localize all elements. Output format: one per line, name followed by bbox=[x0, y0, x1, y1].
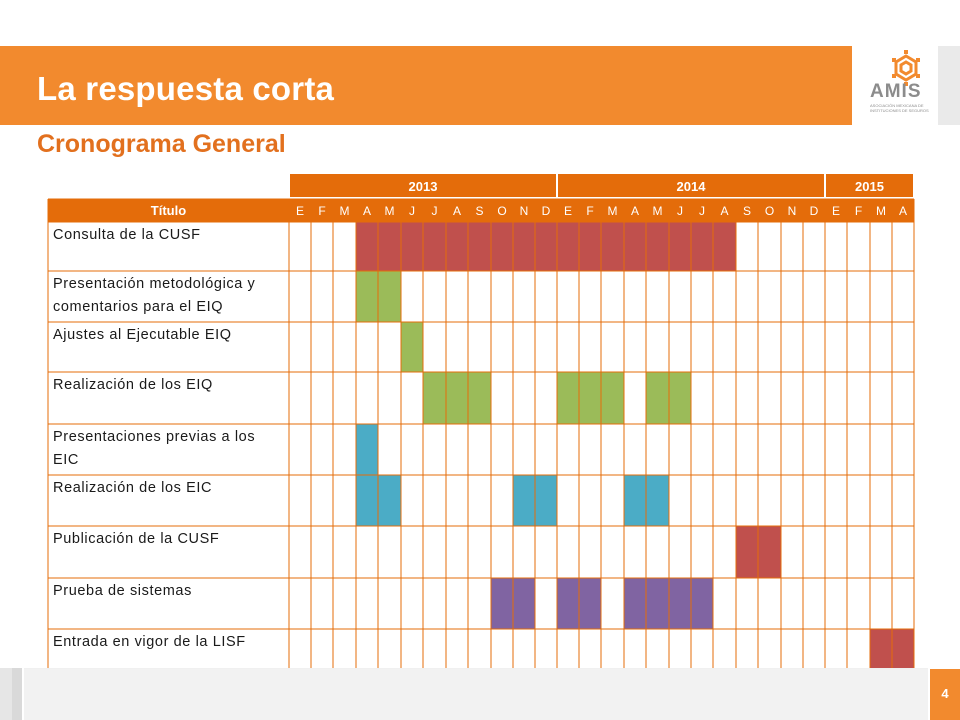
gantt-bar-cell bbox=[513, 222, 535, 271]
footer-accent-left-inner bbox=[12, 668, 22, 720]
logo-wordmark: AMIS bbox=[870, 81, 922, 102]
gantt-bar-cell bbox=[378, 222, 401, 271]
task-title: Consulta de la CUSF bbox=[53, 227, 201, 243]
gantt-bar-cell bbox=[669, 578, 691, 629]
page-number: 4 bbox=[941, 686, 949, 701]
year-label: 2013 bbox=[408, 179, 438, 194]
month-label: A bbox=[452, 204, 462, 218]
gantt-bar-cell bbox=[401, 322, 423, 372]
year-label: 2014 bbox=[676, 179, 706, 194]
month-label: O bbox=[764, 204, 775, 218]
gantt-bar-cell bbox=[579, 222, 601, 271]
task-title: Presentación metodológica y bbox=[53, 276, 256, 292]
task-title: Ajustes al Ejecutable EIQ bbox=[53, 327, 232, 343]
task-title: Publicación de la CUSF bbox=[53, 531, 220, 547]
gantt-bar-cell bbox=[378, 271, 401, 322]
month-label: S bbox=[475, 204, 484, 218]
gantt-bar-cell bbox=[601, 372, 624, 424]
gantt-bar-cell bbox=[401, 222, 423, 271]
month-label: S bbox=[742, 204, 752, 218]
gantt-bar-cell bbox=[535, 222, 557, 271]
month-label: E bbox=[563, 204, 573, 218]
gantt-bar-cell bbox=[713, 222, 736, 271]
gantt-bar-cell bbox=[356, 222, 378, 271]
gantt-bar-cell bbox=[624, 475, 646, 526]
footer-bar bbox=[24, 669, 928, 720]
month-label: M bbox=[876, 204, 886, 218]
month-label: J bbox=[431, 204, 438, 218]
gantt-bar-cell bbox=[624, 578, 646, 629]
task-title: Realización de los EIQ bbox=[53, 377, 213, 393]
title-header-label: Título bbox=[150, 203, 187, 218]
logo-tagline: ASOCIACIÓN MEXICANA DE INSTITUCIONES DE SEGUROS bbox=[870, 103, 929, 113]
month-label: N bbox=[787, 204, 797, 218]
gantt-bar-cell bbox=[491, 222, 513, 271]
month-label: D bbox=[809, 204, 819, 218]
gantt-bar-cell bbox=[535, 475, 557, 526]
gantt-bar-cell bbox=[646, 475, 669, 526]
month-label: N bbox=[519, 204, 529, 218]
slide-title: La respuesta corta bbox=[37, 70, 335, 107]
month-label: M bbox=[607, 204, 618, 218]
footer-accent-left bbox=[0, 668, 12, 720]
gantt-bar-cell bbox=[513, 475, 535, 526]
month-label: E bbox=[295, 204, 305, 218]
year-label: 2015 bbox=[855, 179, 884, 194]
month-label: O bbox=[497, 204, 507, 218]
gantt-bar-cell bbox=[579, 578, 601, 629]
gantt-bar-cell bbox=[691, 578, 713, 629]
month-label: A bbox=[630, 204, 640, 218]
month-label: E bbox=[831, 204, 841, 218]
gantt-bar-cell bbox=[736, 526, 758, 578]
gantt-bar-cell bbox=[646, 222, 669, 271]
gantt-bar-cell bbox=[468, 372, 491, 424]
gantt-bar-cell bbox=[646, 578, 669, 629]
month-label: A bbox=[720, 204, 729, 218]
gantt-bar-cell bbox=[557, 578, 579, 629]
month-label: F bbox=[318, 204, 326, 218]
gantt-bar-cell bbox=[356, 271, 378, 322]
month-label: M bbox=[339, 204, 350, 218]
gantt-bar-cell bbox=[513, 578, 535, 629]
gantt-bar-cell bbox=[423, 222, 446, 271]
month-label: F bbox=[854, 204, 863, 218]
task-title: comentarios para el EIQ bbox=[53, 299, 224, 315]
month-label: J bbox=[409, 204, 415, 218]
task-title: Presentaciones previas a los bbox=[53, 429, 256, 445]
task-title: EIC bbox=[53, 452, 79, 468]
task-title: Realización de los EIC bbox=[53, 480, 213, 496]
month-label: M bbox=[384, 204, 395, 218]
gantt-bar-cell bbox=[758, 526, 781, 578]
month-label: D bbox=[541, 204, 551, 218]
gantt-bar-cell bbox=[646, 372, 669, 424]
gantt-bar-cell bbox=[446, 222, 468, 271]
gantt-bar-cell bbox=[468, 222, 491, 271]
slide-subtitle: Cronograma General bbox=[37, 130, 286, 158]
month-label: J bbox=[699, 204, 705, 218]
month-label: F bbox=[586, 204, 594, 218]
month-label: A bbox=[898, 204, 908, 218]
month-label: J bbox=[677, 204, 683, 218]
task-title: Entrada en vigor de la LISF bbox=[53, 634, 246, 650]
gantt-bar-cell bbox=[423, 372, 446, 424]
gantt-bar-cell bbox=[356, 475, 378, 526]
task-title: Prueba de sistemas bbox=[53, 583, 192, 599]
gantt-bar-cell bbox=[446, 372, 468, 424]
gantt-bar-cell bbox=[691, 222, 713, 271]
gantt-bar-cell bbox=[378, 475, 401, 526]
gantt-bar-cell bbox=[601, 222, 624, 271]
month-label: A bbox=[362, 204, 372, 218]
gantt-bar-cell bbox=[624, 222, 646, 271]
month-label: M bbox=[652, 204, 663, 218]
gantt-bar-cell bbox=[491, 578, 513, 629]
gantt-bar-cell bbox=[669, 222, 691, 271]
gantt-bar-cell bbox=[557, 222, 579, 271]
gantt-bar-cell bbox=[579, 372, 601, 424]
gantt-bar-cell bbox=[557, 372, 579, 424]
gantt-bar-cell bbox=[669, 372, 691, 424]
gantt-bar-cell bbox=[356, 424, 378, 475]
